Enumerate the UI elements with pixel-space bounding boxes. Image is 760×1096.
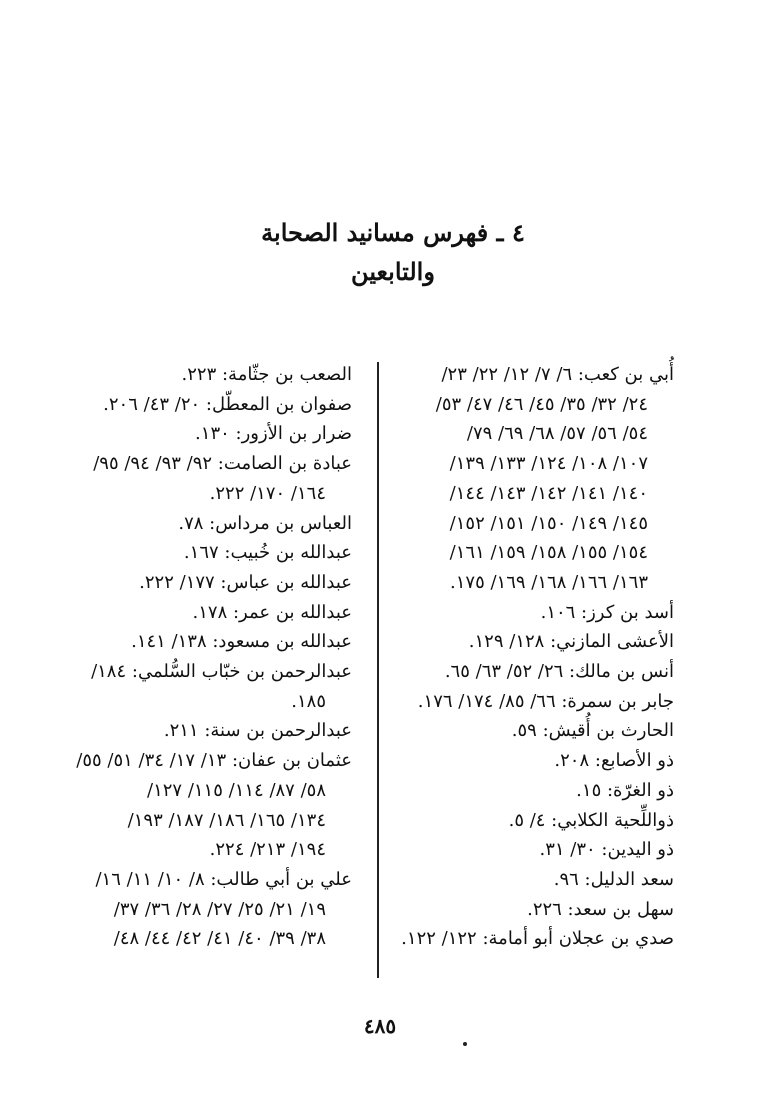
index-entry: أسد بن كرز: ١٠٦. <box>540 601 674 623</box>
index-entry: عبدالرحمن بن سنة: ٢١١. <box>163 720 352 742</box>
index-entry: الصعب بن جثّامة: ٢٢٣. <box>181 364 352 385</box>
index-title: ٤ ـ فهرس مسانيد الصحابة <box>261 218 525 247</box>
index-entry: عبدالله بن خُبيب: ١٦٧. <box>183 542 352 564</box>
index-entry-continuation: ١٦٣/ ١٦٦/ ١٦٨/ ١٦٩/ ١٧٥. <box>450 571 648 593</box>
index-entry: أُبي بن كعب: ٦/ ٧/ ١٢/ ٢٢/ ٢٣/ <box>441 364 674 385</box>
index-entry: الحارث بن أُقيش: ٥٩. <box>511 720 674 742</box>
index-entry: صدي بن عجلان أبو أمامة: ١٢٢/ ١٢٢. <box>401 928 674 950</box>
index-entry-continuation: ٥٤/ ٥٦/ ٥٧/ ٦٨/ ٦٩/ ٧٩/ <box>466 423 648 445</box>
right-column <box>374 360 674 954</box>
index-entry-continuation: ١٠٧/ ١٠٨/ ١٢٤/ ١٣٣/ ١٣٩/ <box>449 453 648 475</box>
index-entry: صفوان بن المعطّل: ٢٠/ ٤٣/ ٢٠٦. <box>103 393 352 415</box>
ink-dot <box>463 1042 467 1046</box>
index-entry: علي بن أبي طالب: ٨/ ١٠/ ١١/ ١٦/ <box>95 868 352 890</box>
index-title-continued: والتابعين <box>351 257 435 286</box>
index-entry: عبدالله بن عمر: ١٧٨. <box>192 601 352 623</box>
index-entry-continuation: ٣٨/ ٣٩/ ٤٠/ ٤١/ ٤٢/ ٤٤/ ٤٨/ <box>113 928 326 950</box>
index-entry: ذو الغرّة: ١٥. <box>576 779 674 801</box>
index-entry: جابر بن سمرة: ٦٦/ ٨٥/ ١٧٤/ ١٧٦. <box>417 690 674 712</box>
index-entry-continuation: ١٩٤/ ٢١٣/ ٢٢٤. <box>209 839 326 861</box>
index-entry-continuation: ١٤٠/ ١٤١/ ١٤٢/ ١٤٣/ ١٤٤/ <box>449 482 648 504</box>
column-divider <box>377 362 379 978</box>
index-entry: سعد الدليل: ٩٦. <box>553 868 674 890</box>
index-entry-continuation: ١٩/ ٢١/ ٢٥/ ٢٧/ ٢٨/ ٣٦/ ٣٧/ <box>113 898 326 920</box>
index-entry-continuation: ١٦٤/ ١٧٠/ ٢٢٢. <box>209 482 326 504</box>
index-entry-continuation: ١٨٥. <box>291 690 326 712</box>
index-entry: الأعشى المازني: ١٢٨/ ١٢٩. <box>468 631 674 653</box>
index-entry: عبدالله بن مسعود: ١٣٨/ ١٤١. <box>131 631 352 653</box>
page-number: ٤٨٥ <box>363 1014 397 1038</box>
index-entry: العباس بن مرداس: ٧٨. <box>178 512 352 534</box>
index-entry: ذو اليدين: ٣٠/ ٣١. <box>539 839 674 861</box>
index-entry-continuation: ١٤٥/ ١٤٩/ ١٥٠/ ١٥١/ ١٥٢/ <box>449 512 648 534</box>
index-entry: ذو الأصابع: ٢٠٨. <box>554 750 674 772</box>
index-entry: سهل بن سعد: ٢٢٦. <box>527 898 674 920</box>
index-entry-continuation: ١٣٤/ ١٦٥/ ١٨٦/ ١٨٧/ ١٩٣/ <box>127 809 326 831</box>
index-entry-continuation: ١٥٤/ ١٥٥/ ١٥٨/ ١٥٩/ ١٦١/ <box>449 542 648 564</box>
index-entry-continuation: ٢٤/ ٣٢/ ٣٥/ ٤٥/ ٤٦/ ٤٧/ ٥٣/ <box>435 393 648 415</box>
index-entry: أنس بن مالك: ٢٦/ ٥٢/ ٦٣/ ٦٥. <box>444 661 674 683</box>
index-entry: عبدالله بن عباس: ١٧٧/ ٢٢٢. <box>139 571 352 593</box>
index-entry: عبادة بن الصامت: ٩٢/ ٩٣/ ٩٤/ ٩٥/ <box>93 453 352 475</box>
index-entry: عبدالرحمن بن خبّاب السُّلمي: ١٨٤/ <box>91 661 352 683</box>
index-entry: ذواللِّحية الكلابي: ٤/ ٥. <box>508 809 674 831</box>
index-entry: ضرار بن الأزور: ١٣٠. <box>195 423 352 445</box>
index-entry-continuation: ٥٨/ ٨٧/ ١١٤/ ١١٥/ ١٢٧/ <box>147 779 326 801</box>
index-entry: عثمان بن عفان: ١٣/ ١٧/ ٣٤/ ٥١/ ٥٥/ <box>76 750 352 772</box>
left-column <box>52 360 352 954</box>
